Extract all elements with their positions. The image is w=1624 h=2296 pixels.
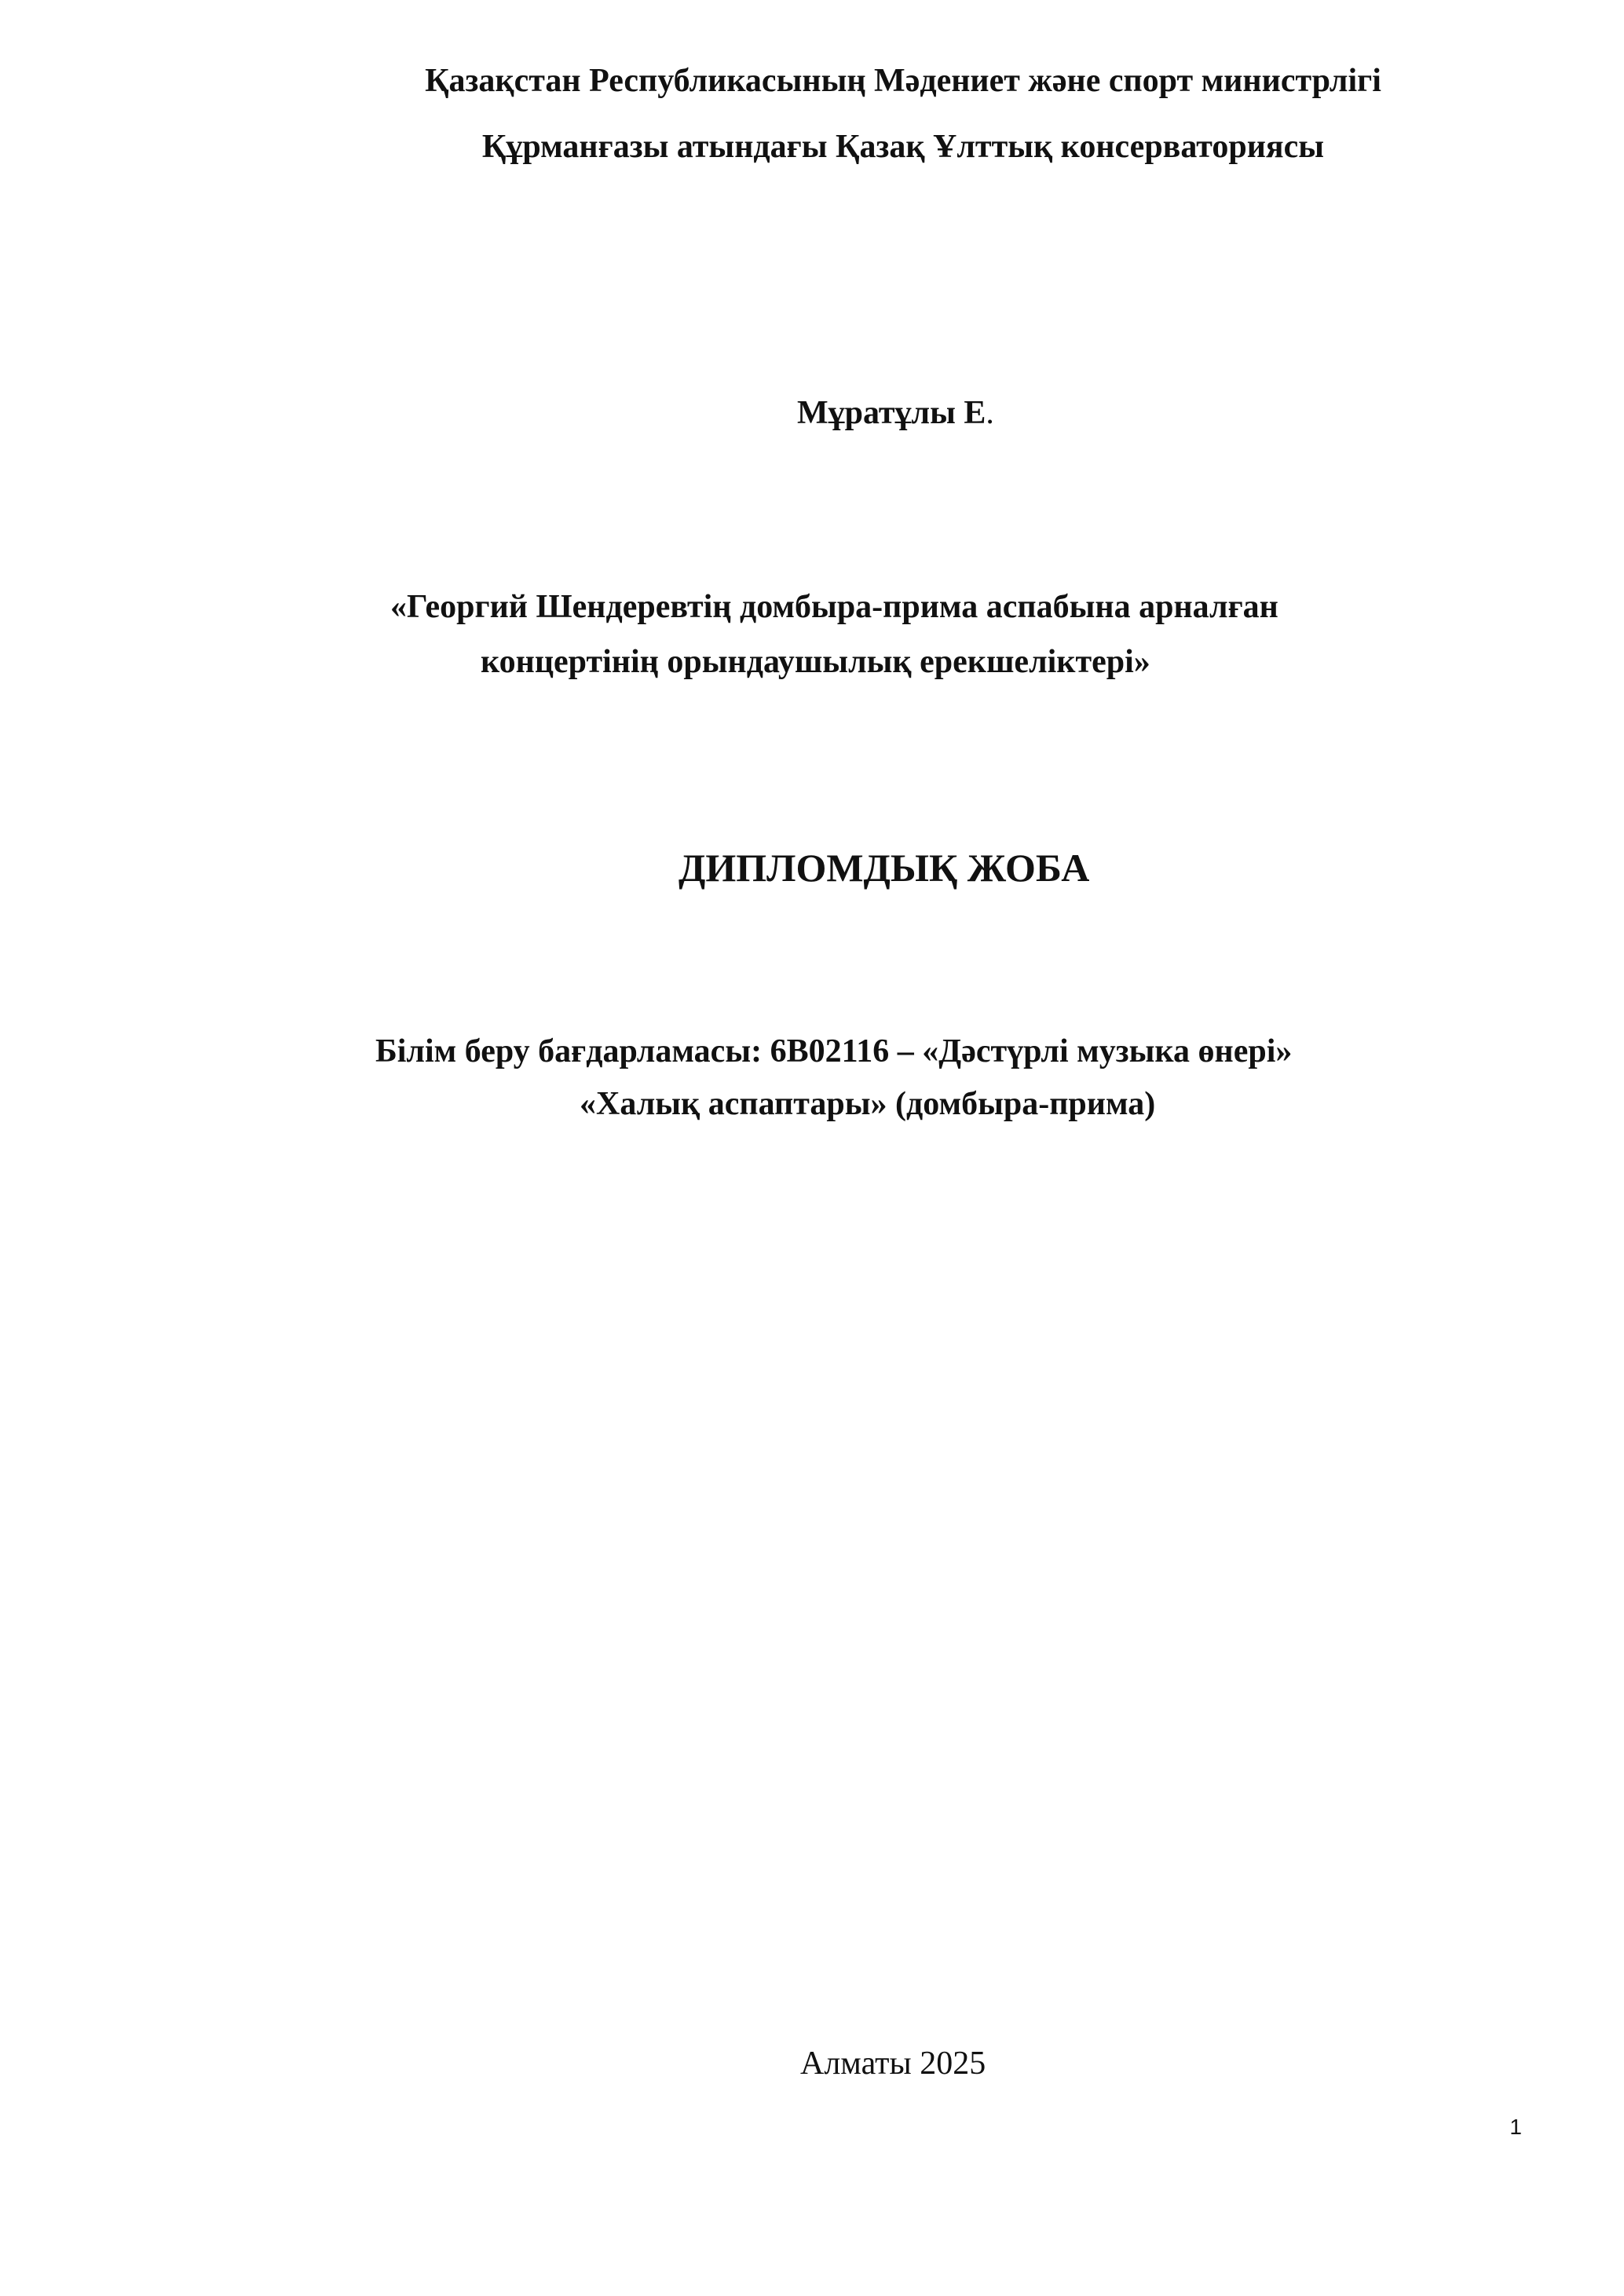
program-line-1: Білім беру бағдарламасы: 6В02116 – «Дәстүрлі музыка өнері» xyxy=(375,1033,1293,1069)
program-line-2: «Халық аспаптары» (домбыра-прима) xyxy=(580,1086,1156,1122)
document-type-heading: ДИПЛОМДЫҚ ЖОБА xyxy=(678,846,1090,890)
topic-title-line-2: концертінің орындаушылық ерекшеліктері» xyxy=(481,644,1150,680)
author-name xyxy=(797,397,994,430)
author-name-text: Мұратұлы Е xyxy=(797,395,986,431)
ministry-heading: Қазақстан Республикасының Мәдениет және спорт министрлігі xyxy=(425,63,1381,99)
page-number: 1 xyxy=(1509,2115,1522,2139)
conservatory-heading: Құрманғазы атындағы Қазақ Ұлттық консерваториясы xyxy=(481,129,1325,165)
topic-title-line-1: «Георгий Шендеревтің домбыра-прима аспабына арналған xyxy=(390,589,1278,625)
author-name-suffix: . xyxy=(986,395,994,431)
city-year: Алматы 2025 xyxy=(800,2046,986,2082)
